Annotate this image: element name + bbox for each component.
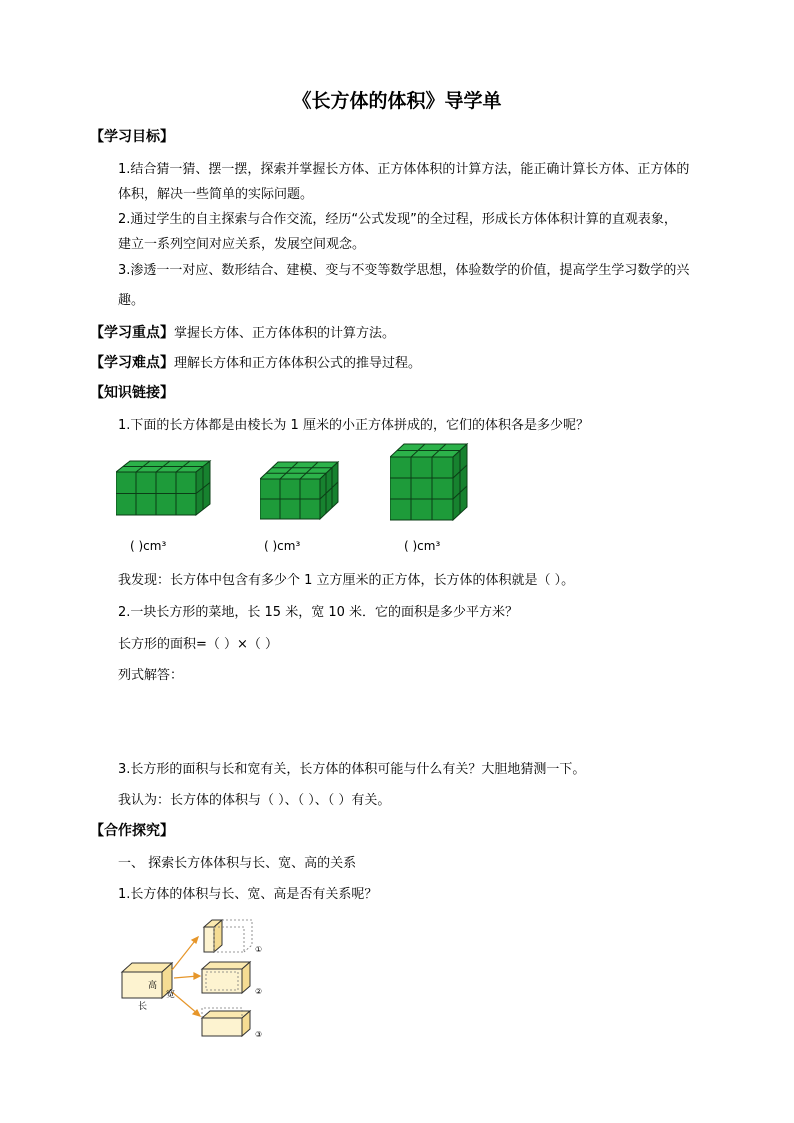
difficulty-line (90, 352, 421, 372)
cuboid-figure-3 (390, 443, 470, 521)
difficulty-text: 理解长方体和正方体体积公式的推导过程。 (174, 356, 422, 371)
key-point-line (90, 322, 395, 342)
objective-2-line-a: 2.通过学生的自主探索与合作交流，经历“公式发现”的全过程，形成长方体体积计算的直观表象， (118, 212, 677, 227)
solve-label: 列式解答： (118, 668, 184, 683)
objective-3-line-a: 3.渗透一一对应、数形结合、建模、变与不变等数学思想，体验数学的价值，提高学生学习数学的兴 (118, 263, 690, 278)
label-height: 高 (148, 981, 158, 991)
objective-1-line-a: 1.结合猜一猜、摆一摆，探索并掌握长方体、正方体体积的计算方法，能正确计算长方体、正方体的 (118, 162, 690, 177)
explore-heading: 【合作探究】 (90, 823, 174, 839)
objective-3-line-b: 趣。 (118, 293, 145, 308)
arrows (172, 937, 200, 1016)
box-variant-2 (202, 962, 250, 993)
knowledge-question-2: 2.一块长方形的菜地，长 15 米，宽 10 米．它的面积是多少平方米？ (118, 605, 519, 620)
box-variant-1 (204, 920, 252, 952)
objective-1-line-b: 体积，解决一些简单的实际问题。 (118, 187, 314, 202)
difficulty-heading: 【学习难点】 (90, 355, 174, 371)
label-width: 宽 (166, 990, 176, 1000)
volume-blank-1: ( )cm³ (130, 539, 167, 553)
discovery-line: 我发现：长方体中包含有多少个 1 立方厘米的正方体，长方体的体积就是（ ）。 (118, 573, 575, 588)
knowledge-question-1: 1.下面的长方体都是由棱长为 1 厘米的小正方体拼成的，它们的体积各是多少呢？ (118, 418, 589, 433)
label-length: 长 (138, 1002, 148, 1012)
explore-question-1: 1.长方体的体积与长、宽、高是否有关系呢？ (118, 887, 378, 902)
mark-2: ② (255, 987, 263, 996)
volume-blank-3: ( )cm³ (404, 539, 441, 553)
page-title: 《长方体的体积》导学单 (292, 90, 502, 112)
area-formula-line: 长方形的面积=（ ）×（ ） (118, 637, 279, 652)
explore-section-1: 一、 探索长方体体积与长、宽、高的关系 (118, 856, 357, 871)
key-point-heading: 【学习重点】 (90, 325, 174, 341)
box-relationship-figure (118, 912, 268, 1044)
mark-3: ③ (255, 1030, 263, 1039)
box-variant-3 (202, 1008, 250, 1036)
cuboid-figure-2 (260, 461, 340, 521)
guess-line: 我认为：长方体的体积与（ ）、（ ）、（ ）有关。 (118, 793, 391, 808)
cuboid-figure-1 (116, 460, 214, 520)
volume-blank-2: ( )cm³ (264, 539, 301, 553)
mark-1: ① (255, 945, 263, 954)
objective-2-line-b: 建立一系列空间对应关系，发展空间观念。 (118, 237, 366, 252)
main-box (122, 963, 172, 998)
knowledge-heading: 【知识链接】 (90, 385, 174, 401)
key-point-text: 掌握长方体、正方体体积的计算方法。 (174, 326, 396, 341)
objectives-heading: 【学习目标】 (90, 129, 174, 145)
knowledge-question-3: 3.长方形的面积与长和宽有关，长方体的体积可能与什么有关？大胆地猜测一下。 (118, 762, 586, 777)
